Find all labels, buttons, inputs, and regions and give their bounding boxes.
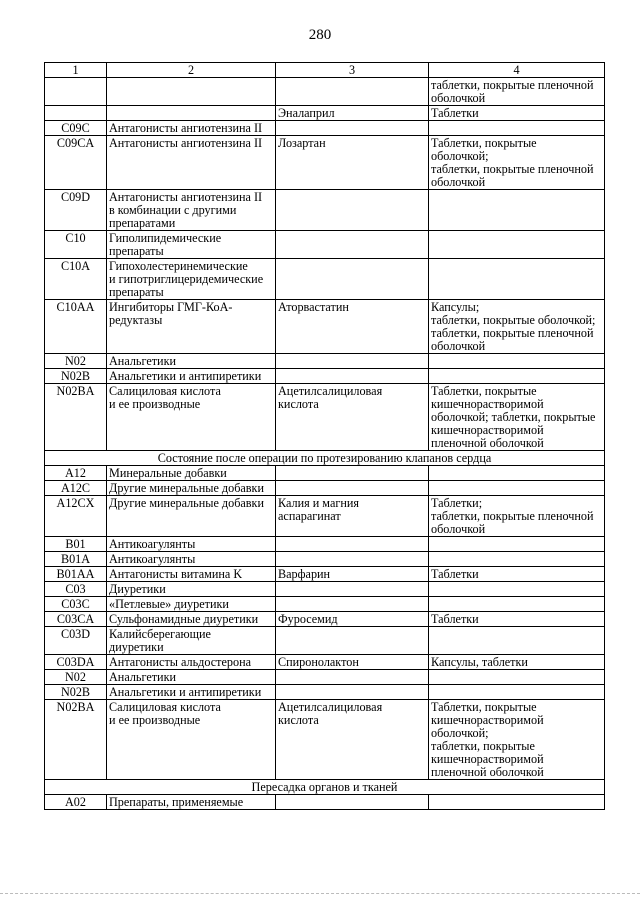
section-row [45,780,605,795]
group-cell: Салициловая кислота и ее производные [107,700,276,780]
form-cell [429,627,605,655]
atc-code-cell: N02BA [45,384,107,451]
table-row [45,259,605,300]
drug-cell [276,354,429,369]
drug-cell [276,369,429,384]
table-row [45,627,605,655]
drug-cell [276,537,429,552]
atc-code-cell: C03D [45,627,107,655]
form-cell: Капсулы, таблетки [429,655,605,670]
atc-code-cell: A12CX [45,496,107,537]
table-row [45,481,605,496]
table-header-row [45,63,605,78]
drug-cell: Ацетилсалициловая кислота [276,384,429,451]
drug-cell [276,552,429,567]
drug-cell: Фуросемид [276,612,429,627]
section-title: Состояние после операции по протезированию клапанов сердца [45,451,605,466]
drug-cell [276,231,429,259]
header-col-3: 3 [276,63,429,78]
form-cell: Таблетки [429,612,605,627]
atc-code-cell: N02 [45,354,107,369]
section-row [45,451,605,466]
form-cell [429,190,605,231]
table-row [45,369,605,384]
drug-cell [276,121,429,136]
table-row [45,582,605,597]
drug-cell: Эналаприл [276,106,429,121]
group-cell: Антагонисты ангиотензина II в комбинации с другими препаратами [107,190,276,231]
form-cell [429,795,605,810]
atc-code-cell: N02BA [45,700,107,780]
form-cell [429,354,605,369]
table-row [45,231,605,259]
atc-code-cell: N02B [45,685,107,700]
group-cell: Анальгетики [107,670,276,685]
form-cell [429,466,605,481]
form-cell: Таблетки, покрытые кишечнорастворимой оболочкой; таблетки, покрытые кишечнорастворимой пленочной оболочкой [429,384,605,451]
table-row [45,354,605,369]
table-row [45,537,605,552]
section-title: Пересадка органов и тканей [45,780,605,795]
group-cell: Антагонисты ангиотензина II [107,136,276,190]
group-cell: Минеральные добавки [107,466,276,481]
drug-cell [276,78,429,106]
table-row [45,190,605,231]
atc-code-cell: B01AA [45,567,107,582]
table-row [45,567,605,582]
table-row [45,136,605,190]
form-cell [429,582,605,597]
atc-code-cell: C09C [45,121,107,136]
atc-code-cell: C09CA [45,136,107,190]
table-row [45,384,605,451]
drug-cell [276,466,429,481]
drug-cell: Ацетилсалициловая кислота [276,700,429,780]
header-col-4: 4 [429,63,605,78]
group-cell: Сульфонамидные диуретики [107,612,276,627]
drug-cell [276,627,429,655]
atc-code-cell [45,106,107,121]
table-row [45,700,605,780]
table-row [45,78,605,106]
form-cell [429,259,605,300]
group-cell: Антагонисты альдостерона [107,655,276,670]
atc-code-cell: C10A [45,259,107,300]
atc-code-cell: C03C [45,597,107,612]
atc-code-cell: C03DA [45,655,107,670]
table-row [45,300,605,354]
drug-table [44,62,605,810]
form-cell [429,670,605,685]
table-row [45,496,605,537]
atc-code-cell: N02 [45,670,107,685]
atc-code-cell: B01 [45,537,107,552]
group-cell: Другие минеральные добавки [107,496,276,537]
group-cell: Другие минеральные добавки [107,481,276,496]
form-cell: Таблетки [429,567,605,582]
form-cell [429,552,605,567]
table-row [45,795,605,810]
group-cell: Антикоагулянты [107,552,276,567]
header-col-1: 1 [45,63,107,78]
drug-cell: Калия и магния аспарагинат [276,496,429,537]
drug-cell [276,795,429,810]
form-cell: Таблетки, покрытые кишечнорастворимой оболочкой; таблетки, покрытые кишечнорастворимой пленочной оболочкой [429,700,605,780]
atc-code-cell: C10 [45,231,107,259]
group-cell: Антагонисты витамина K [107,567,276,582]
table-row [45,685,605,700]
form-cell [429,121,605,136]
group-cell: Препараты, применяемые [107,795,276,810]
form-cell [429,369,605,384]
scan-edge-line [0,893,640,894]
group-cell: Анальгетики и антипиретики [107,369,276,384]
drug-cell [276,481,429,496]
form-cell [429,597,605,612]
group-cell: Гиполипидемические препараты [107,231,276,259]
drug-cell: Спиронолактон [276,655,429,670]
group-cell [107,78,276,106]
group-cell: Антикоагулянты [107,537,276,552]
drug-cell [276,670,429,685]
form-cell: Таблетки, покрытые оболочкой; таблетки, покрытые пленочной оболочкой [429,136,605,190]
form-cell [429,231,605,259]
form-cell [429,481,605,496]
drug-cell [276,582,429,597]
atc-code-cell: A12C [45,481,107,496]
atc-code-cell: A02 [45,795,107,810]
form-cell [429,685,605,700]
drug-cell: Варфарин [276,567,429,582]
form-cell: Таблетки [429,106,605,121]
atc-code-cell [45,78,107,106]
drug-cell [276,259,429,300]
atc-code-cell: C10AA [45,300,107,354]
table-row [45,655,605,670]
atc-code-cell: C03 [45,582,107,597]
group-cell: Гипохолестеринемические и гипотриглицеридемические препараты [107,259,276,300]
form-cell: Таблетки; таблетки, покрытые пленочной оболочкой [429,496,605,537]
atc-code-cell: B01A [45,552,107,567]
form-cell [429,537,605,552]
table-row [45,597,605,612]
group-cell: Анальгетики и антипиретики [107,685,276,700]
table-row [45,466,605,481]
atc-code-cell: C09D [45,190,107,231]
table-row [45,106,605,121]
group-cell: Антагонисты ангиотензина II [107,121,276,136]
table-row [45,121,605,136]
atc-code-cell: N02B [45,369,107,384]
drug-cell [276,190,429,231]
group-cell [107,106,276,121]
form-cell: таблетки, покрытые пленочной оболочкой [429,78,605,106]
table-row [45,552,605,567]
header-col-2: 2 [107,63,276,78]
group-cell: Калийсберегающие диуретики [107,627,276,655]
group-cell: Диуретики [107,582,276,597]
form-cell: Капсулы; таблетки, покрытые оболочкой; таблетки, покрытые пленочной оболочкой [429,300,605,354]
drug-cell [276,597,429,612]
drug-cell: Аторвастатин [276,300,429,354]
atc-code-cell: C03CA [45,612,107,627]
group-cell: Ингибиторы ГМГ-КоА- редуктазы [107,300,276,354]
drug-cell [276,685,429,700]
group-cell: Салициловая кислота и ее производные [107,384,276,451]
group-cell: «Петлевые» диуретики [107,597,276,612]
atc-code-cell: A12 [45,466,107,481]
table-row [45,612,605,627]
drug-cell: Лозартан [276,136,429,190]
page-number: 280 [308,27,332,43]
table-row [45,670,605,685]
group-cell: Анальгетики [107,354,276,369]
